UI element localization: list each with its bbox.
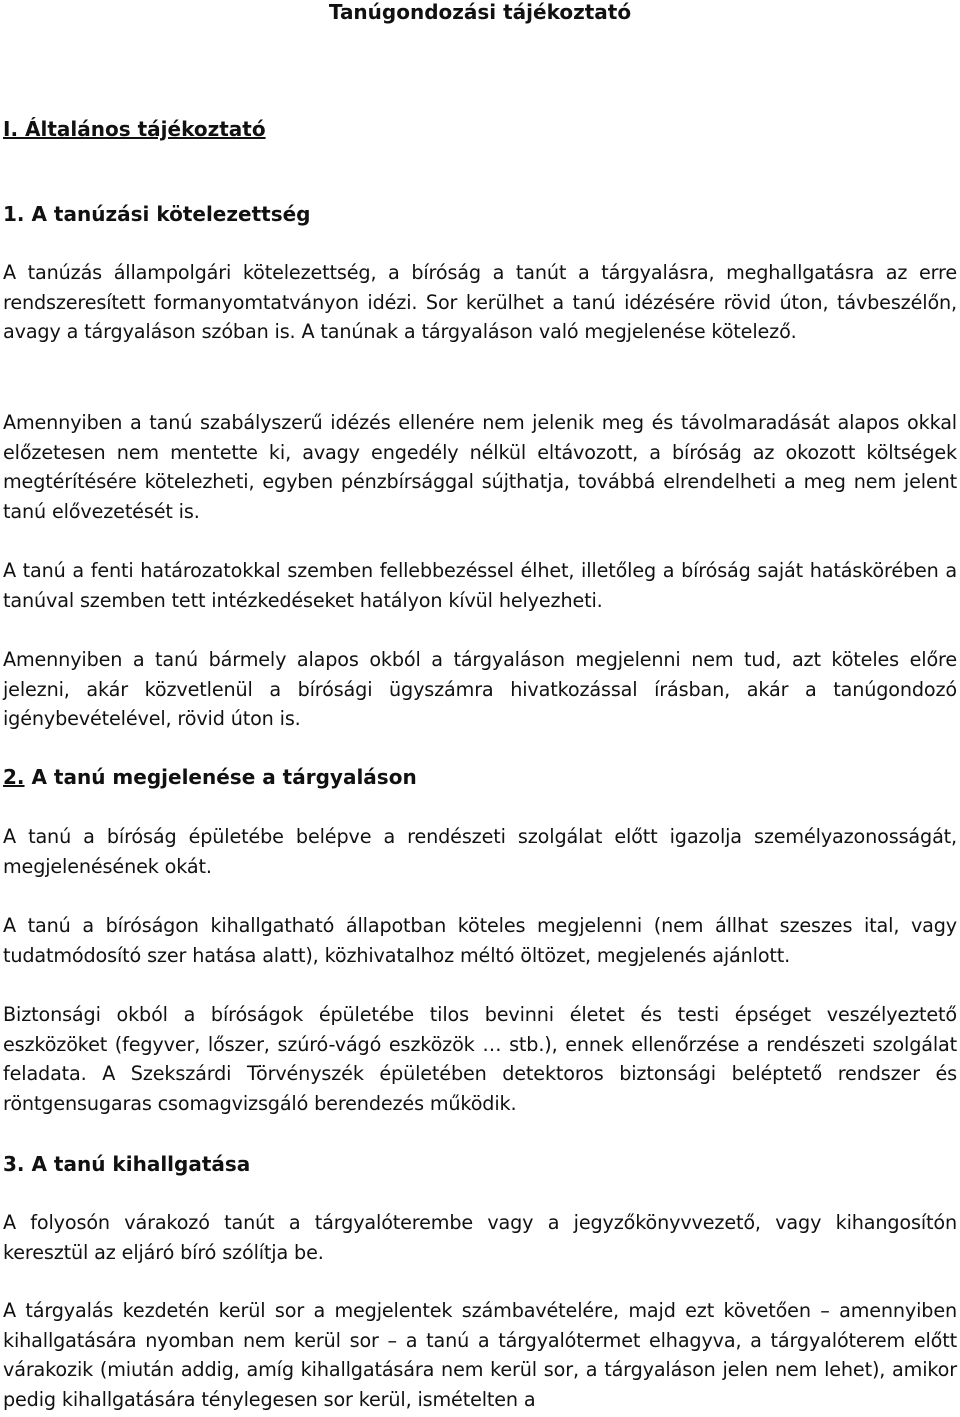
section-2-paragraph-2: A tanú a bíróságon kihallgatható állapotban köteles megjelenni (nem állhat szeszes ital, vagy tudatmódosító szer hatása alatt), közhivatalhoz méltó öltözet, megjelenés ajánlott. [3, 914, 957, 967]
section-1-heading [3, 201, 310, 227]
section-3-heading [3, 1151, 250, 1177]
section-1-number: 1. [3, 202, 25, 226]
section-3-paragraph-2: A tárgyalás kezdetén kerül sor a megjelentek számbavételére, majd ezt követően – amennyiben kihallgatására nyomban nem kerül sor – a tanú a tárgyalótermet elhagyva, a tárgyalóterem előtt várakozik (miután addig, amíg kihallgatására nem kerül sor, a tárgyaláson jelen nem lehet), amikor pedig kihallgatására ténylegesen sor kerül, ismételten a [3, 1299, 957, 1412]
section-2-paragraph-1: A tanú a bíróság épületébe belépve a rendészeti szolgálat előtt igazolja személyazonosságát, megjelenésének okát. [3, 825, 957, 878]
section-3-paragraph-1: A folyosón várakozó tanút a tárgyalóterembe vagy a jegyzőkönyvvezető, vagy kihangosítón keresztül az eljáró bíró szólítja be. [3, 1211, 957, 1264]
section-2-paragraph-3: Biztonsági okból a bíróságok épületébe tilos bevinni életet és testi épséget veszélyeztető eszközöket (fegyver, lőszer, szúró-vágó eszközök … stb.), ennek ellenőrzése a rendészeti szolgálat feladata. A Szekszárdi Törvényszék épületében detektoros biztonsági beléptető rendszer és röntgensugaras csomagvizsgáló berendezés működik. [3, 1003, 957, 1116]
section-1-paragraph-1: A tanúzás állampolgári kötelezettség, a bíróság a tanút a tárgyalásra, meghallgatásra az erre rendszeresített formanyomtatványon idézi. Sor kerülhet a tanú idézésére rövid úton, távbeszélőn, avagy a tárgyaláson szóban is. A tanúnak a tárgyaláson való megjelenése kötelező. [3, 261, 957, 344]
document-page [3, 0, 957, 1412]
section-2-title: A tanú megjelenése a tárgyaláson [31, 765, 417, 789]
section-1-title: A tanúzási kötelezettség [31, 202, 311, 226]
document-title: Tanúgondozási tájékoztató [328, 0, 632, 24]
section-2-number: 2. [3, 765, 25, 789]
section-2-heading [3, 764, 417, 790]
section-3-title: A tanú kihallgatása [31, 1152, 251, 1176]
section-3-number: 3. [3, 1152, 25, 1176]
chapter-heading: I. Általános tájékoztató [3, 117, 266, 141]
section-1-paragraph-2: Amennyiben a tanú szabályszerű idézés ellenére nem jelenik meg és távolmaradását alapos okkal előzetesen nem mentette ki, avagy engedély nélkül eltávozott, a bíróság az okozott költségek megtérítésére kötelezheti, egyben pénzbírsággal sújthatja, továbbá elrendelheti a meg nem jelent tanú elővezetését is. [3, 411, 957, 524]
section-1-paragraph-3: A tanú a fenti határozatokkal szemben fellebbezéssel élhet, illetőleg a bíróság saját hatáskörében a tanúval szemben tett intézkedéseket hatályon kívül helyezheti. [3, 559, 957, 612]
section-1-paragraph-4: Amennyiben a tanú bármely alapos okból a tárgyaláson megjelenni nem tud, azt köteles előre jelezni, akár közvetlenül a bírósági ügyszámra hivatkozással írásban, akár a tanúgondozó igénybevételével, rövid úton is. [3, 648, 957, 731]
